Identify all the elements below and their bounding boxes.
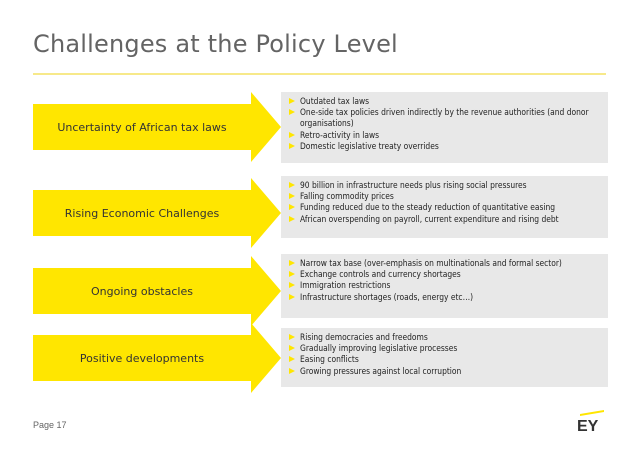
triangle-bullet-icon bbox=[289, 334, 295, 340]
bullet-text: Domestic legislative treaty overrides bbox=[300, 140, 439, 151]
title-divider bbox=[33, 73, 606, 75]
list-item bbox=[287, 180, 602, 191]
bullet-text: Narrow tax base (over-emphasis on multinationals and formal sector) bbox=[300, 258, 562, 268]
list-item bbox=[287, 202, 602, 213]
list-item bbox=[287, 96, 602, 107]
bullet-text: Rising democracies and freedoms bbox=[300, 332, 428, 342]
bullet-text: Immigration restrictions bbox=[300, 280, 391, 291]
list-item bbox=[287, 258, 602, 269]
bullet-text: One-side tax policies driven indirectly by the revenue authorities (and donor organisations) bbox=[300, 107, 589, 129]
list-item bbox=[287, 107, 602, 129]
list-item bbox=[287, 354, 602, 365]
triangle-bullet-icon bbox=[289, 216, 295, 222]
list-item bbox=[287, 332, 602, 343]
list-item bbox=[287, 214, 602, 225]
list-item bbox=[287, 191, 602, 202]
logo-text: EY bbox=[577, 418, 599, 432]
triangle-bullet-icon bbox=[289, 182, 295, 188]
triangle-bullet-icon bbox=[289, 260, 295, 266]
row-label: Positive developments bbox=[79, 351, 205, 365]
row-label: Rising Economic Challenges bbox=[64, 206, 220, 220]
triangle-bullet-icon bbox=[289, 294, 295, 300]
list-item bbox=[287, 366, 602, 377]
bullet-text: Retro-activity in laws bbox=[300, 129, 380, 140]
list-item bbox=[287, 280, 602, 291]
triangle-bullet-icon bbox=[289, 282, 295, 288]
triangle-bullet-icon bbox=[289, 98, 295, 104]
bullet-text: 90 billion in infrastructure needs plus rising social pressures bbox=[300, 180, 527, 190]
triangle-bullet-icon bbox=[289, 345, 295, 351]
triangle-bullet-icon bbox=[289, 143, 295, 149]
bullet-box bbox=[281, 254, 608, 318]
row-label: Uncertainty of African tax laws bbox=[57, 120, 227, 134]
bullet-text: Easing conflicts bbox=[300, 354, 359, 365]
triangle-bullet-icon bbox=[289, 204, 295, 210]
bullet-text: Infrastructure shortages (roads, energy etc…) bbox=[300, 291, 474, 302]
bullet-box bbox=[281, 328, 608, 387]
list-item bbox=[287, 343, 602, 354]
triangle-bullet-icon bbox=[289, 368, 295, 374]
list-item bbox=[287, 130, 602, 141]
bullet-text: Falling commodity prices bbox=[300, 191, 394, 202]
bullet-text: Gradually improving legislative processes bbox=[300, 343, 458, 354]
triangle-bullet-icon bbox=[289, 132, 295, 138]
bullet-text: Funding reduced due to the steady reduction of quantitative easing bbox=[300, 202, 556, 213]
bullet-text: Growing pressures against local corruption bbox=[300, 365, 462, 376]
triangle-bullet-icon bbox=[289, 271, 295, 277]
bullet-text: Outdated tax laws bbox=[300, 96, 370, 106]
bullet-text: African overspending on payroll, current expenditure and rising debt bbox=[300, 213, 559, 224]
bullet-box bbox=[281, 176, 608, 238]
list-item bbox=[287, 269, 602, 280]
bullet-text: Exchange controls and currency shortages bbox=[300, 269, 461, 280]
ey-logo-icon bbox=[576, 410, 606, 432]
triangle-bullet-icon bbox=[289, 356, 295, 362]
row-label: Ongoing obstacles bbox=[91, 284, 193, 298]
list-item bbox=[287, 141, 602, 152]
list-item bbox=[287, 292, 602, 303]
triangle-bullet-icon bbox=[289, 109, 295, 115]
triangle-bullet-icon bbox=[289, 193, 295, 199]
page-number: Page 17 bbox=[33, 420, 67, 430]
slide-title: Challenges at the Policy Level bbox=[33, 30, 398, 58]
bullet-box bbox=[281, 92, 608, 163]
